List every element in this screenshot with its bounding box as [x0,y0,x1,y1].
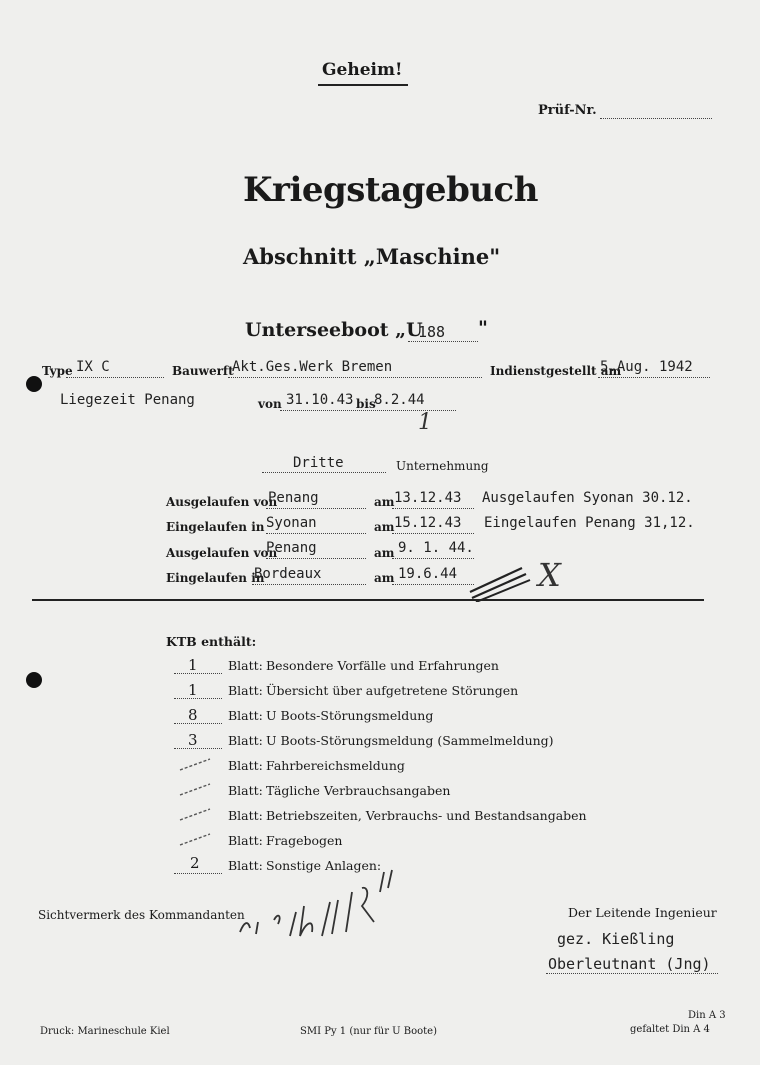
type-label: Type [42,364,73,378]
indienst-label: Indienstgestellt am [490,364,622,378]
item-count-line [174,748,222,749]
item-count: 3 [188,731,198,749]
kommandant-label: Sichtvermerk des Kommandanten [38,908,245,922]
bauwerft-value: Akt.Ges.Werk Bremen [232,359,393,375]
row-3-date-line [392,558,474,559]
item-text: Tägliche Verbrauchsangaben [266,783,451,798]
row-4-place: Bordeaux [254,566,322,582]
item-blatt-label: Blatt: [228,808,263,823]
item-text: Fahrbereichsmeldung [266,758,405,773]
item-blatt-label: Blatt: [228,783,263,798]
row-3-line [266,558,366,559]
item-text: Sonstige Anlagen: [266,858,382,873]
row-4-date-line [392,584,474,585]
row-3-am: am [374,546,395,560]
ktb-heading: KTB enthält: [166,634,257,649]
boat-close-quote: " [478,317,488,339]
form-note: SMI Py 1 (nur für U Boote) [300,1026,437,1037]
classification-text: Geheim! [322,60,403,80]
row-2-place: Syonan [266,515,317,531]
row-3-label: Ausgelaufen von [166,546,278,560]
dash-mark-icon [176,781,216,797]
row-2-line [266,533,366,534]
section-divider [32,599,704,601]
item-text: U Boots-Störungsmeldung [266,708,434,723]
boat-label [245,319,423,341]
item-count-line [174,698,222,699]
item-blatt-label: Blatt: [228,733,263,748]
strike-x-mark: X [538,556,561,594]
row-1-date: 13.12.43 [394,490,462,506]
printer-note: Druck: Marineschule Kiel [40,1026,170,1037]
item-count-line [174,873,222,874]
item-blatt-label: Blatt: [228,858,263,873]
ingenieur-line [546,973,718,974]
item-blatt-label: Blatt: [228,758,263,773]
row-1-date-line [392,508,474,509]
row-3-date: 9. 1. 44. [398,540,474,556]
row-1-am: am [374,495,395,509]
item-text: U Boots-Störungsmeldung (Sammelmeldung) [266,733,554,748]
von-value: 31.10.43 [286,392,354,408]
item-blatt-label: Blatt: [228,833,263,848]
item-blatt-label: Blatt: [228,658,263,673]
dash-mark-icon [176,756,216,772]
din-a4-note: gefaltet Din A 4 [630,1024,710,1035]
row-2-label: Eingelaufen in [166,520,265,534]
row-1-line [266,508,366,509]
item-text: Betriebszeiten, Verbrauchs- und Bestandsangaben [266,808,587,823]
row-1-place: Penang [268,490,319,506]
type-value: IX C [76,359,110,375]
item-text: Fragebogen [266,833,343,848]
boat-label-text: Unterseeboot „U [245,319,423,341]
liegezeit-text: Liegezeit Penang [60,392,195,408]
document-title: Kriegstagebuch [243,170,538,210]
item-blatt-label: Blatt: [228,708,263,723]
type-line [66,377,164,378]
item-blatt-label: Blatt: [228,683,263,698]
item-count: 1 [188,681,198,699]
dash-mark-icon [176,806,216,822]
item-count-line [174,673,222,674]
indienst-value: 5.Aug. 1942 [600,359,693,375]
boat-number-line [408,341,478,342]
ingenieur-label: Der Leitende Ingenieur [568,905,717,920]
pruef-nr-line [600,118,712,119]
section-title: Abschnitt „Maschine" [243,244,501,269]
boat-number: 188 [418,323,446,341]
row-2-date: 15.12.43 [394,515,462,531]
classification-stamp [322,60,402,80]
ingenieur-rank: Oberleutnant (Jng) [548,955,711,973]
row-4-line [252,584,366,585]
row-3-place: Penang [266,540,317,556]
row-2-am: am [374,520,395,534]
row-4-date: 19.6.44 [398,566,458,582]
item-text: Besondere Vorfälle und Erfahrungen [266,658,499,673]
din-a3-note: Din A 3 [688,1010,726,1021]
von-label: von [258,397,282,411]
bauwerft-line [228,377,482,378]
item-count: 1 [188,656,198,674]
ingenieur-name: gez. Kießling [557,930,675,948]
bis-value: 8.2.44 [374,392,425,408]
row-1-label: Ausgelaufen von [166,495,278,509]
row-2-note: Eingelaufen Penang 31,12. [484,515,695,531]
punch-hole-top [26,376,42,392]
handwritten-mark: 1 [418,410,432,435]
row-4-label: Eingelaufen in [166,571,265,585]
bauwerft-label: Bauwerft [172,364,234,378]
row-2-date-line [392,533,474,534]
item-text: Übersicht über aufgetretene Störungen [266,683,519,698]
item-count: 2 [190,854,200,872]
unternehmung-ordinal: Dritte [293,455,344,471]
unternehmung-label: Unternehmung [396,459,489,473]
classification-underline [318,84,408,86]
row-4-am: am [374,571,395,585]
strike-lines-icon [466,562,532,602]
dash-mark-icon [176,831,216,847]
pruef-nr-label: Prüf-Nr. [538,103,597,118]
item-count-line [174,723,222,724]
row-1-note: Ausgelaufen Syonan 30.12. [482,490,693,506]
handwritten-signature [234,862,424,942]
punch-hole-bottom [26,672,42,688]
item-count: 8 [188,706,198,724]
ordinal-line [262,472,386,473]
indienst-line [598,377,710,378]
bis-label: bis [356,397,376,411]
